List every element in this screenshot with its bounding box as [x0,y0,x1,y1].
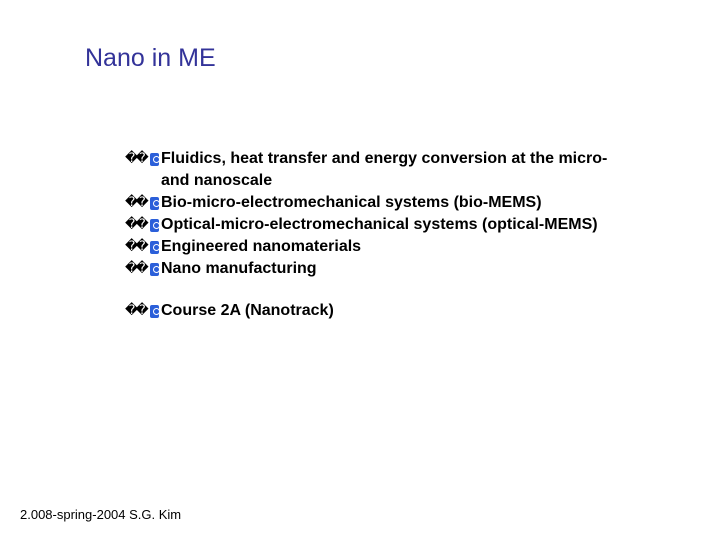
bullet-glyph: �� [125,195,146,210]
slide-title: Nano in ME [85,44,216,72]
blue-square-bullet-icon [150,263,159,276]
bullet-marker [125,261,159,277]
bullet-list [125,148,625,322]
bullet-item [125,236,625,258]
bullet-glyph: �� [125,239,146,254]
bullet-text: Course 2A (Nanotrack) [161,302,334,319]
bullet-glyph: �� [125,151,146,166]
blue-square-bullet-icon [150,153,159,166]
bullet-text: Optical-micro-electromechanical systems (optical-MEMS) [161,216,598,233]
bullet-text: Bio-micro-electromechanical systems (bio-MEMS) [161,194,542,211]
blue-square-bullet-icon [150,219,159,232]
slide-footer: 2.008-spring-2004 S.G. Kim [20,507,182,522]
bullet-item [125,258,625,280]
blue-square-bullet-icon [150,197,159,210]
bullet-marker [125,195,159,211]
bullet-marker [125,239,159,255]
blue-square-bullet-icon [150,305,159,318]
bullet-marker [125,303,159,319]
bullet-glyph: �� [125,217,146,232]
bullet-text: Nano manufacturing [161,260,317,277]
bullet-item [125,192,625,214]
bullet-item [125,214,625,236]
bullet-text: Fluidics, heat transfer and energy conversion at the micro- and nanoscale [161,150,608,189]
bullet-marker [125,217,159,233]
bullet-glyph: �� [125,261,146,276]
bullet-item [125,300,625,322]
bullet-item [125,148,625,192]
blue-square-bullet-icon [150,241,159,254]
bullet-text: Engineered nanomaterials [161,238,362,255]
bullet-glyph: �� [125,303,146,318]
bullet-marker [125,151,159,167]
